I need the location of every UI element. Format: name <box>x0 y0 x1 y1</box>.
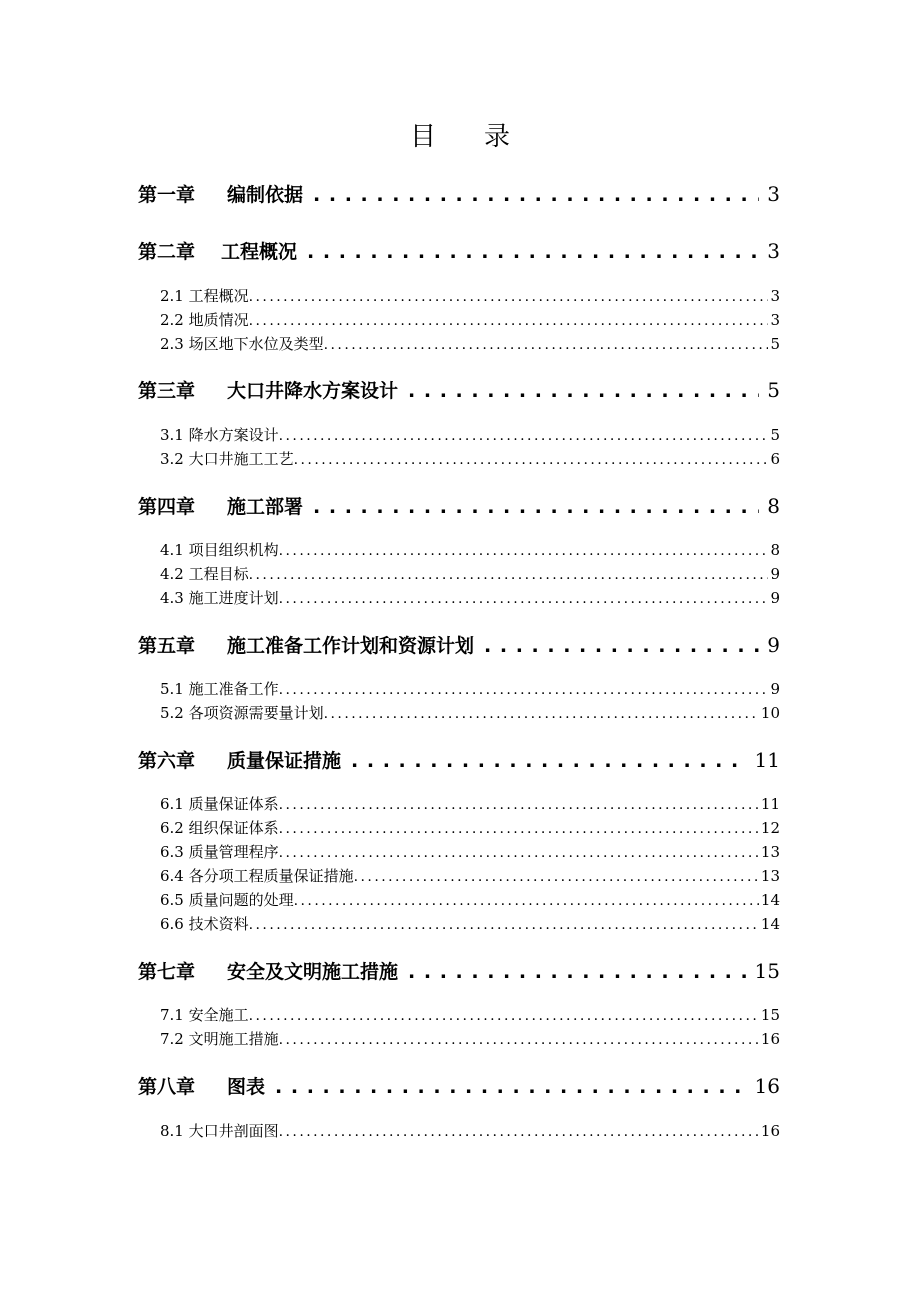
dot-leader <box>249 917 759 933</box>
section-label: 4.1 项目组织机构 <box>160 541 279 559</box>
section-label: 2.2 地质情况 <box>160 311 249 329</box>
toc-chapter-5[interactable] <box>138 631 780 658</box>
toc-section-6-4[interactable] <box>160 865 780 886</box>
dot-leader <box>294 893 759 909</box>
toc-chapter-3[interactable] <box>138 376 780 403</box>
page-number: 3 <box>770 311 780 329</box>
toc-section-6-5[interactable] <box>160 889 780 910</box>
page-number: 9 <box>770 680 780 698</box>
dot-leader <box>408 380 759 402</box>
dot-leader <box>484 635 759 657</box>
section-label: 7.1 安全施工 <box>160 1006 249 1024</box>
dot-leader <box>279 543 769 559</box>
dot-leader <box>307 241 759 263</box>
toc-section-6-2[interactable] <box>160 817 780 838</box>
page-number: 15 <box>754 959 780 983</box>
dot-leader <box>275 1076 747 1098</box>
toc-section-6-1[interactable] <box>160 793 780 814</box>
toc-title <box>0 116 920 153</box>
dot-leader <box>279 821 759 837</box>
page-number: 6 <box>770 450 780 468</box>
page-number: 9 <box>770 589 780 607</box>
chapter-title: 图表 <box>227 1076 266 1098</box>
dot-leader <box>279 797 759 813</box>
section-label: 6.4 各分项工程质量保证措施 <box>160 867 354 885</box>
page-number: 5 <box>770 426 780 444</box>
toc-chapter-6[interactable] <box>138 746 780 773</box>
page-number: 16 <box>760 1030 780 1048</box>
chapter-number: 第七章 <box>138 961 196 983</box>
page-number: 10 <box>760 704 780 722</box>
dot-leader <box>294 452 769 468</box>
toc-section-4-1[interactable] <box>160 539 780 560</box>
chapter-title: 大口井降水方案设计 <box>227 380 399 402</box>
chapter-number: 第八章 <box>138 1076 196 1098</box>
section-label: 6.6 技术资料 <box>160 915 249 933</box>
dot-leader <box>313 184 759 206</box>
page-number: 16 <box>754 1074 780 1098</box>
page-number: 3 <box>767 239 780 263</box>
chapter-number: 第三章 <box>138 380 196 402</box>
page-number: 11 <box>754 748 780 772</box>
toc-chapter-8[interactable] <box>138 1072 780 1099</box>
toc-chapter-2[interactable] <box>138 237 780 264</box>
toc-section-8-1[interactable] <box>160 1120 780 1141</box>
toc-section-5-2[interactable] <box>160 702 780 723</box>
section-label: 8.1 大口井剖面图 <box>160 1122 279 1140</box>
section-label: 2.3 场区地下水位及类型 <box>160 335 324 353</box>
chapter-number: 第四章 <box>138 496 196 518</box>
section-label: 4.3 施工进度计划 <box>160 589 279 607</box>
page-number: 5 <box>770 335 780 353</box>
dot-leader <box>279 845 759 861</box>
page-number: 8 <box>770 541 780 559</box>
section-label: 3.2 大口井施工工艺 <box>160 450 294 468</box>
dot-leader <box>249 289 769 305</box>
dot-leader <box>279 682 769 698</box>
chapter-title: 施工准备工作计划和资源计划 <box>227 635 475 657</box>
chapter-title: 编制依据 <box>227 184 304 206</box>
section-label: 5.2 各项资源需要量计划 <box>160 704 324 722</box>
toc-section-3-1[interactable] <box>160 424 780 445</box>
section-label: 6.1 质量保证体系 <box>160 795 279 813</box>
dot-leader <box>408 961 747 983</box>
toc-section-3-2[interactable] <box>160 448 780 469</box>
page-number: 16 <box>760 1122 780 1140</box>
chapter-title: 质量保证措施 <box>227 750 342 772</box>
chapter-title: 安全及文明施工措施 <box>227 961 399 983</box>
chapter-number: 第六章 <box>138 750 196 772</box>
page-number: 14 <box>760 891 780 909</box>
dot-leader <box>313 496 759 518</box>
toc-section-7-1[interactable] <box>160 1004 780 1025</box>
dot-leader <box>249 313 769 329</box>
toc-title-char-2: 录 <box>484 122 511 152</box>
dot-leader <box>249 1008 759 1024</box>
dot-leader <box>354 869 759 885</box>
chapter-title: 工程概况 <box>221 241 298 263</box>
toc-section-6-3[interactable] <box>160 841 780 862</box>
toc-section-7-2[interactable] <box>160 1028 780 1049</box>
dot-leader <box>279 1032 759 1048</box>
dot-leader <box>279 428 769 444</box>
dot-leader <box>351 750 747 772</box>
section-label: 6.2 组织保证体系 <box>160 819 279 837</box>
page-number: 5 <box>767 378 780 402</box>
section-label: 6.3 质量管理程序 <box>160 843 279 861</box>
dot-leader <box>279 1124 759 1140</box>
page-number: 11 <box>760 795 780 813</box>
toc-chapter-1[interactable] <box>138 180 780 207</box>
section-label: 2.1 工程概况 <box>160 287 249 305</box>
toc-section-2-2[interactable] <box>160 309 780 330</box>
section-label: 4.2 工程目标 <box>160 565 249 583</box>
dot-leader <box>249 567 769 583</box>
page-number: 15 <box>760 1006 780 1024</box>
toc-section-6-6[interactable] <box>160 913 780 934</box>
page-number: 13 <box>760 867 780 885</box>
toc-section-2-3[interactable] <box>160 333 780 354</box>
page-number: 3 <box>767 182 780 206</box>
page-number: 3 <box>770 287 780 305</box>
page-number: 14 <box>760 915 780 933</box>
page-number: 9 <box>770 565 780 583</box>
section-label: 5.1 施工准备工作 <box>160 680 279 698</box>
section-label: 6.5 质量问题的处理 <box>160 891 294 909</box>
chapter-number: 第一章 <box>138 184 196 206</box>
toc-section-4-3[interactable] <box>160 587 780 608</box>
toc-section-2-1[interactable] <box>160 285 780 306</box>
dot-leader <box>279 591 769 607</box>
page-number: 13 <box>760 843 780 861</box>
chapter-number: 第二章 <box>138 241 196 263</box>
page-number: 8 <box>767 494 780 518</box>
toc-chapter-7[interactable] <box>138 957 780 984</box>
toc-chapter-4[interactable] <box>138 492 780 519</box>
dot-leader <box>324 337 769 353</box>
toc-section-5-1[interactable] <box>160 678 780 699</box>
toc-title-char-1: 目 <box>409 122 436 152</box>
section-label: 3.1 降水方案设计 <box>160 426 279 444</box>
dot-leader <box>324 706 759 722</box>
section-label: 7.2 文明施工措施 <box>160 1030 279 1048</box>
chapter-title: 施工部署 <box>227 496 304 518</box>
chapter-number: 第五章 <box>138 635 196 657</box>
page-number: 9 <box>767 633 780 657</box>
toc-section-4-2[interactable] <box>160 563 780 584</box>
page-number: 12 <box>760 819 780 837</box>
